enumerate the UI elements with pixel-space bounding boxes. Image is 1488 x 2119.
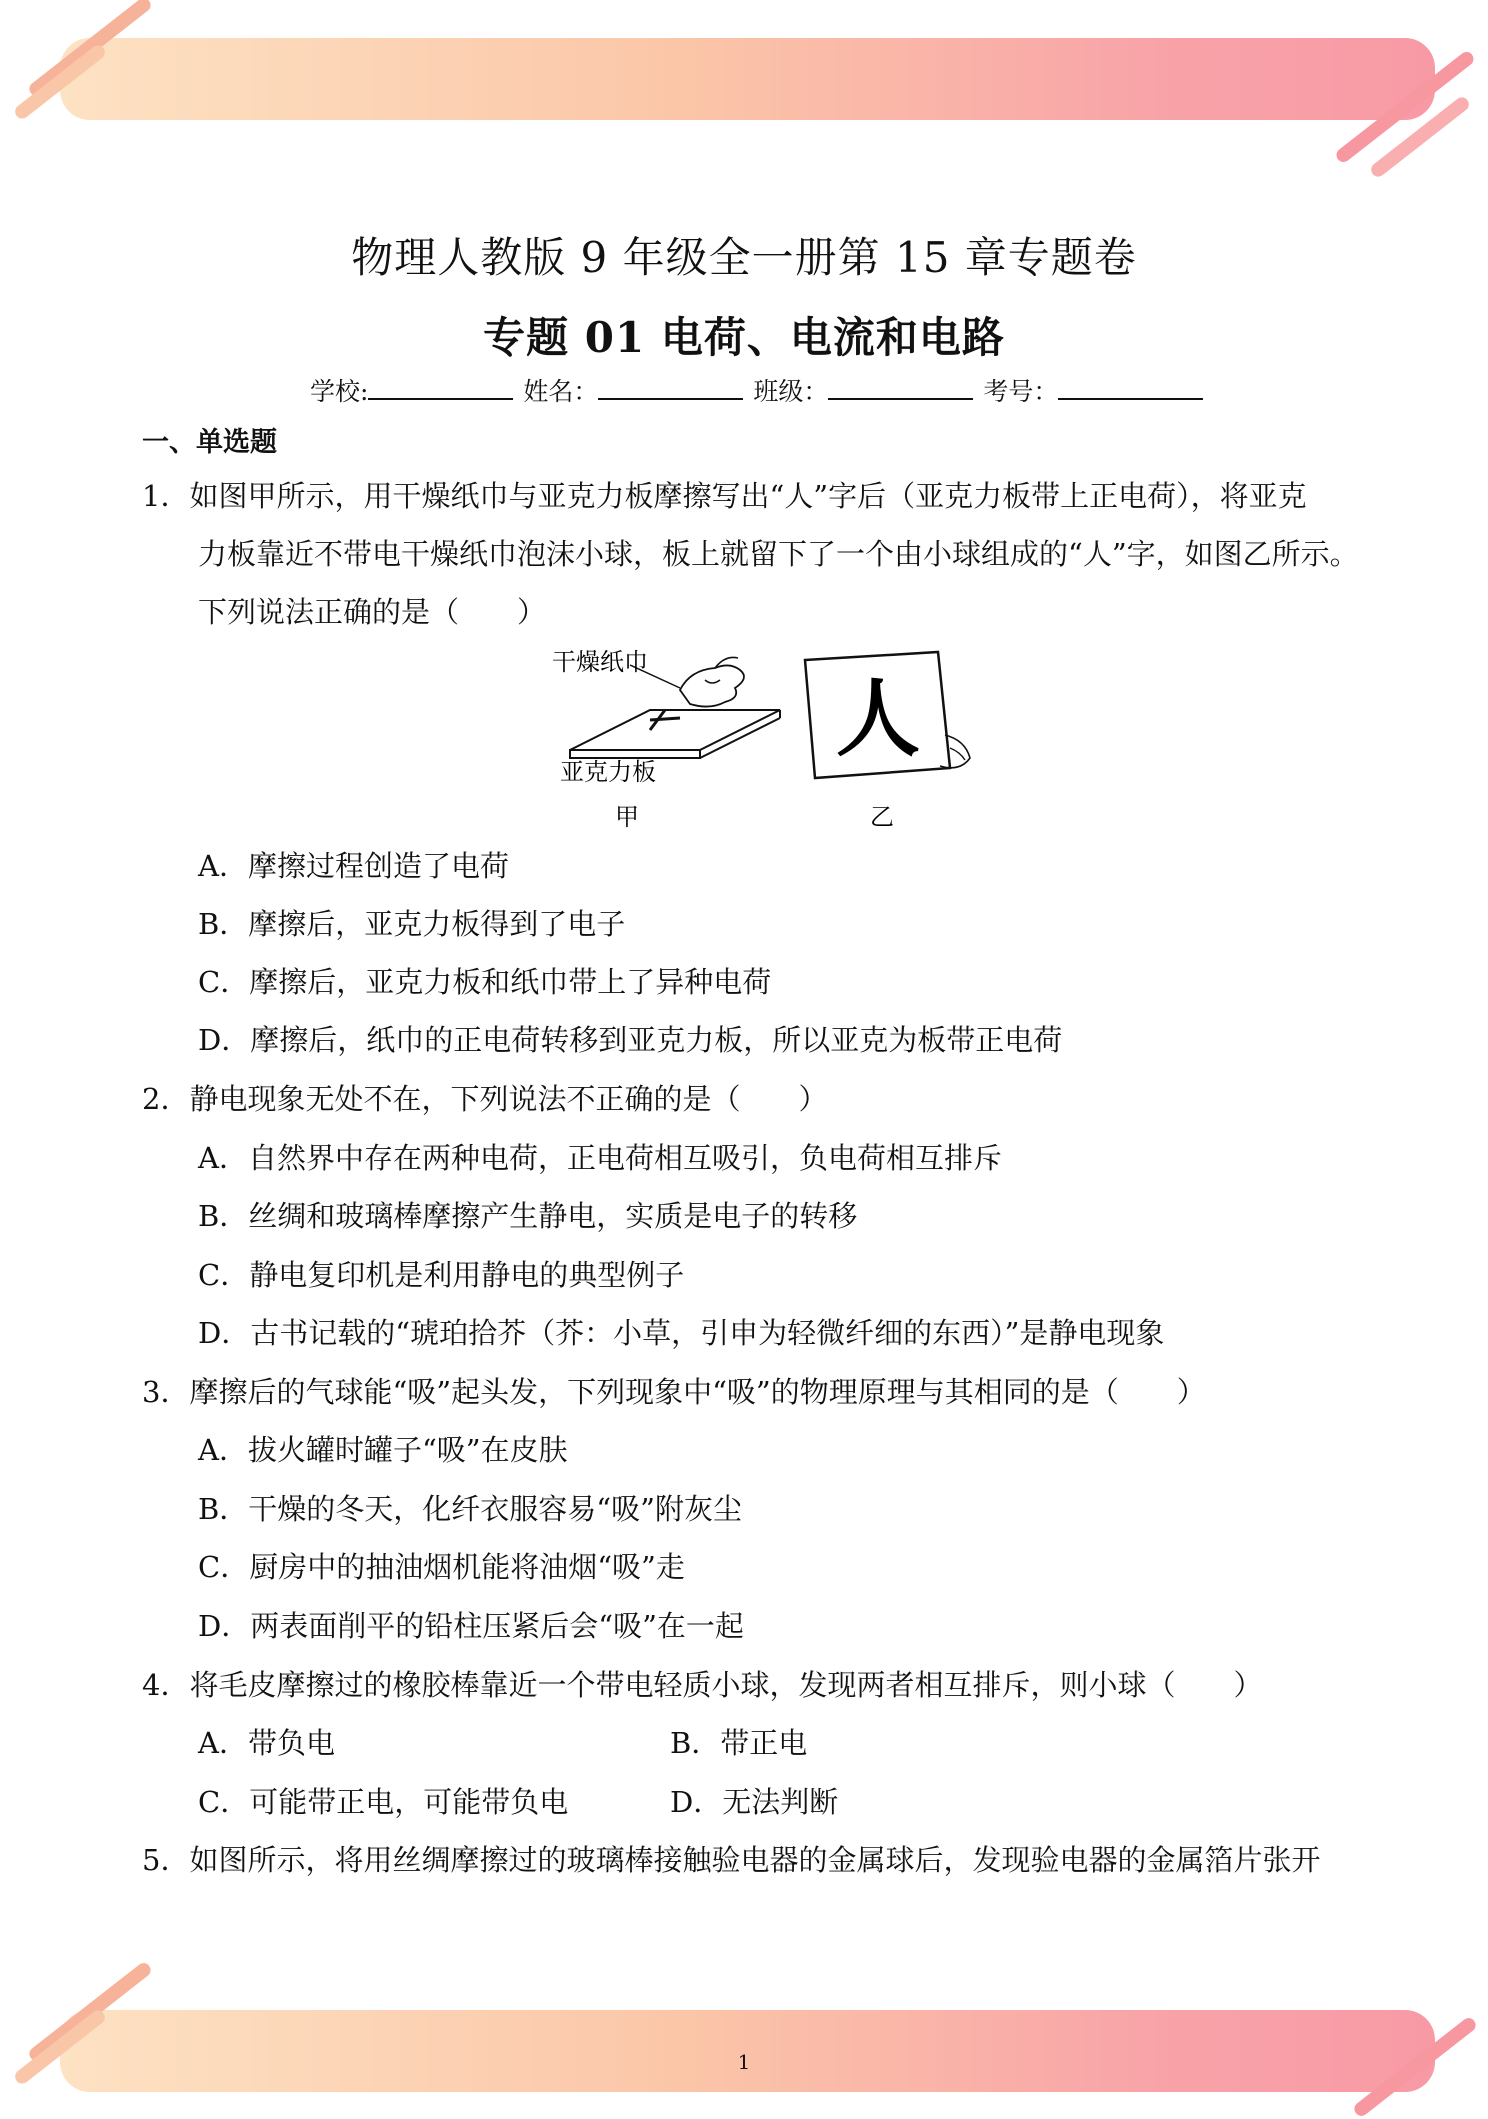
question-4-text: 4．将毛皮摩擦过的橡胶棒靠近一个带电轻质小球，发现两者相互排斥，则小球（ ） <box>142 1668 1263 1702</box>
question-2-option-d[interactable]: D．古书记载的“琥珀拾芥（芥：小草，引申为轻微纤细的东西）”是静电现象 <box>198 1316 1165 1350</box>
class-blank[interactable] <box>828 376 973 400</box>
name-label: 姓名： <box>523 377 599 406</box>
question-1-option-b[interactable]: B．摩擦后，亚克力板得到了电子 <box>198 907 626 941</box>
question-3-option-b[interactable]: B．干燥的冬天，化纤衣服容易“吸”附灰尘 <box>198 1492 742 1526</box>
question-1-figure <box>540 640 1020 840</box>
document-subtitle: 专题 01 电荷、电流和电路 <box>483 313 1005 362</box>
question-3-text: 3．摩擦后的气球能“吸”起头发，下列现象中“吸”的物理原理与其相同的是（ ） <box>142 1375 1206 1409</box>
question-2-option-c[interactable]: C．静电复印机是利用静电的典型例子 <box>198 1258 685 1292</box>
question-1-option-d[interactable]: D．摩擦后，纸巾的正电荷转移到亚克力板，所以亚克为板带正电荷 <box>198 1023 1063 1057</box>
section-title: 一、单选题 <box>142 427 277 458</box>
question-2-text: 2．静电现象无处不在，下列说法不正确的是（ ） <box>142 1082 828 1116</box>
class-label: 班级： <box>753 377 829 406</box>
student-info-row <box>310 372 1205 408</box>
paper-towel-label: 干燥纸巾 <box>552 648 648 676</box>
question-1-option-c[interactable]: C．摩擦后，亚克力板和纸巾带上了异种电荷 <box>198 965 772 999</box>
hand-with-paper-drawing <box>680 657 744 706</box>
exam-number-label: 考号： <box>983 377 1059 406</box>
acrylic-board-drawing <box>570 665 780 758</box>
acrylic-board-label: 亚克力板 <box>560 758 656 786</box>
header-banner <box>60 38 1435 120</box>
question-2-option-b[interactable]: B．丝绸和玻璃棒摩擦产生静电，实质是电子的转移 <box>198 1199 858 1233</box>
question-2-option-a[interactable]: A．自然界中存在两种电荷，正电荷相互吸引，负电荷相互排斥 <box>198 1141 1002 1175</box>
document-title: 物理人教版 9 年级全一册第 15 章专题卷 <box>351 233 1137 282</box>
question-3-option-a[interactable]: A．拔火罐时罐子“吸”在皮肤 <box>198 1433 568 1467</box>
exam-number-blank[interactable] <box>1058 376 1203 400</box>
figure-left-label: 甲 <box>615 803 639 831</box>
board-character: 人 <box>835 670 921 768</box>
school-label: 学校: <box>310 377 369 406</box>
question-4-option-d[interactable]: D．无法判断 <box>670 1785 839 1819</box>
question-4-option-b[interactable]: B．带正电 <box>670 1726 808 1760</box>
question-1-line-3: 下列说法正确的是（ ） <box>198 595 547 629</box>
question-1-line-2: 力板靠近不带电干燥纸巾泡沫小球，板上就留下了一个由小球组成的“人”字，如图乙所示。 <box>198 537 1359 571</box>
question-4-option-a[interactable]: A．带负电 <box>198 1726 335 1760</box>
page-number: 1 <box>737 2050 751 2074</box>
school-blank[interactable] <box>368 376 513 400</box>
name-blank[interactable] <box>598 376 743 400</box>
question-5-text: 5．如图所示，将用丝绸摩擦过的玻璃棒接触验电器的金属球后，发现验电器的金属箔片张开 <box>142 1843 1321 1877</box>
figure-right-label: 乙 <box>870 803 894 831</box>
question-1-line-1: 1．如图甲所示，用干燥纸巾与亚克力板摩擦写出“人”字后（亚克力板带上正电荷），将亚克 <box>142 479 1307 513</box>
question-3-option-c[interactable]: C．厨房中的抽油烟机能将油烟“吸”走 <box>198 1550 685 1584</box>
question-4-option-c[interactable]: C．可能带正电，可能带负电 <box>198 1785 569 1819</box>
question-3-option-d[interactable]: D．两表面削平的铅柱压紧后会“吸”在一起 <box>198 1609 744 1643</box>
question-1-option-a[interactable]: A．摩擦过程创造了电荷 <box>198 849 509 883</box>
